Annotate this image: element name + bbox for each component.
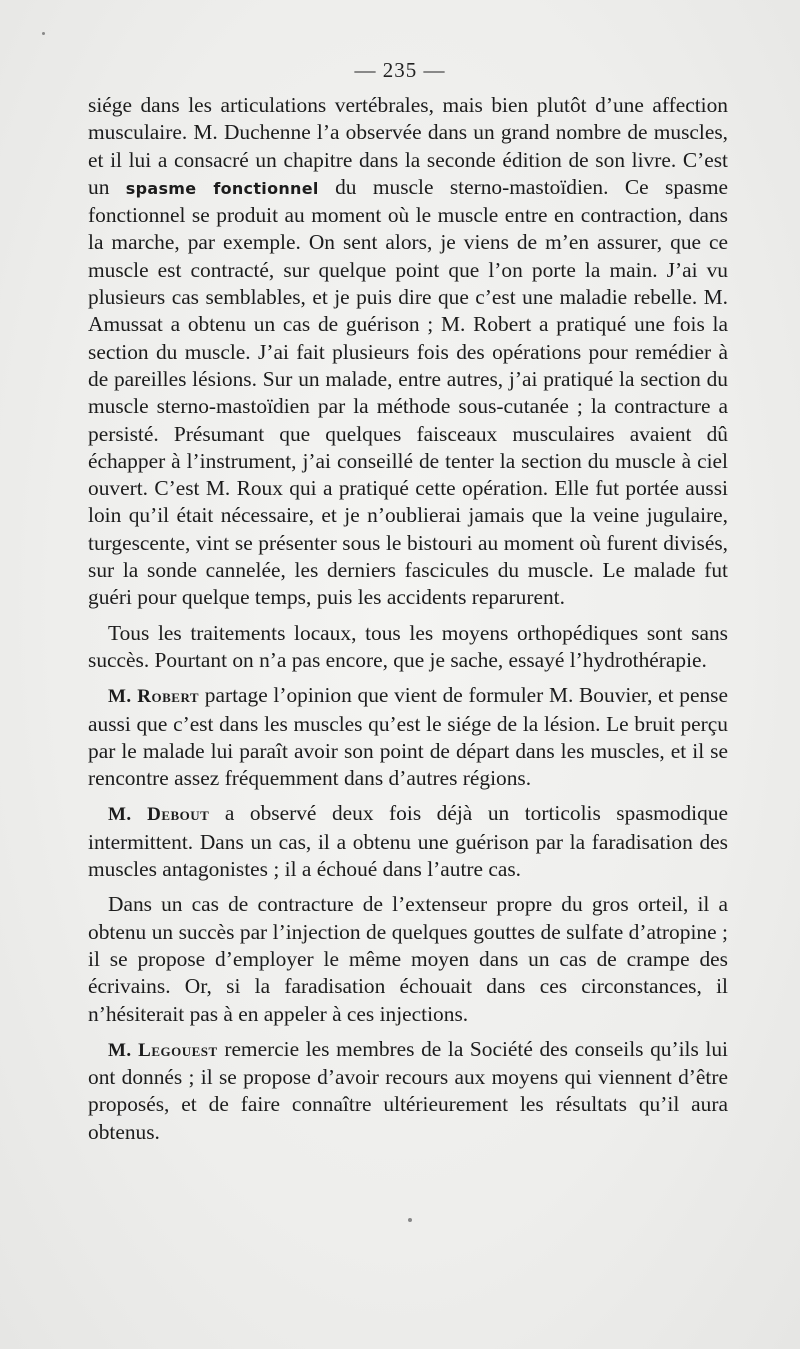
ink-speck	[408, 1218, 412, 1222]
speaker-name: M. Debout	[108, 804, 210, 826]
paragraph-text: du muscle sterno-mastoïdien. Ce spasme fonctionnel se produit au moment où le muscle entre en contraction, dans la marche, par exemple. On sent alors, je viens de m’en assurer, que ce muscle est contracté, sur quelque point que l’on porte la main. J’ai vu plusieurs cas semblables, et je puis dire que c’est une maladie rebelle. M. Amussat a obtenu un cas de guérison ; M. Robert a pratiqué une fois la section du muscle. J’ai fait plusieurs fois des opérations pour remédier à de pareilles lésions. Sur un malade, entre autres, j’ai pratiqué la section du muscle sterno-mastoïdien par la méthode sous-cutanée ; la contracture a persisté. Présumant que quelques faisceaux musculaires avaient dû échapper à l’instrument, j’ai conseillé de tenter la section du muscle à ciel ouvert. C’est M. Roux qui a pratiqué cette opération. Elle fut portée aussi loin qu’il était nécessaire, et je n’oublierai jamais que la veine jugulaire, turgescente, vint se présenter sous le bistouri au moment où furent divisés, sur la sonde cannelée, les derniers fascicules du muscle. Le malade fut guéri pour quelque temps, puis les accidents reparurent.	[88, 174, 728, 610]
ink-speck	[42, 32, 45, 35]
paragraph	[88, 620, 728, 675]
emphasized-term: spasme fonctionnel	[125, 178, 319, 198]
paragraph	[88, 1036, 728, 1146]
paragraph-text: remercie les membres de la Société des conseils qu’ils lui ont donnés ; il se propose d’avoir recours aux moyens qui viennent d’être proposés, et de faire connaître ultérieurement les résultats qu’il aura obtenus.	[88, 1036, 728, 1144]
speaker-name: M. Legouest	[108, 1039, 218, 1061]
paragraph	[88, 92, 728, 612]
paragraph	[88, 800, 728, 883]
paragraph	[88, 682, 728, 792]
paragraph	[88, 891, 728, 1027]
page-number: — 235 —	[354, 58, 446, 82]
paragraph-text: a observé deux fois déjà un torticolis spasmodique intermittent. Dans un cas, il a obtenu une guérison par la faradisation des muscles antagonistes ; il a échoué dans l’autre cas.	[88, 801, 728, 882]
speaker-name: M. Robert	[108, 686, 200, 708]
paragraph-text: siége dans les articulations vertébrales, mais bien plutôt d’une affection musculaire. M. Duchenne l’a observée dans un grand nombre de muscles, et il lui a consacré un chapitre dans la seconde édition de son livre. C’est un	[88, 93, 728, 199]
body-text	[88, 92, 728, 1154]
paragraph-text: Dans un cas de contracture de l’extenseur propre du gros orteil, il a obtenu un succès par l’injection de quelques gouttes de sulfate d’atropine ; il se propose d’employer le même moyen dans un cas de crampe des écrivains. Or, si la faradisation échouait dans ces circonstances, il n’hésiterait pas à en appeler à ces injections.	[88, 892, 728, 1026]
paragraph-text: Tous les traitements locaux, tous les moyens orthopédiques sont sans succès. Pourtant on n’a pas encore, que je sache, essayé l’hydrothérapie.	[88, 620, 728, 672]
paragraph-text: partage l’opinion que vient de formuler M. Bouvier, et pense aussi que c’est dans les muscles qu’est le siége de la lésion. Le bruit perçu par le malade lui paraît avoir son point de départ dans les muscles, et il se rencontre assez fréquemment dans d’autres régions.	[88, 683, 728, 791]
